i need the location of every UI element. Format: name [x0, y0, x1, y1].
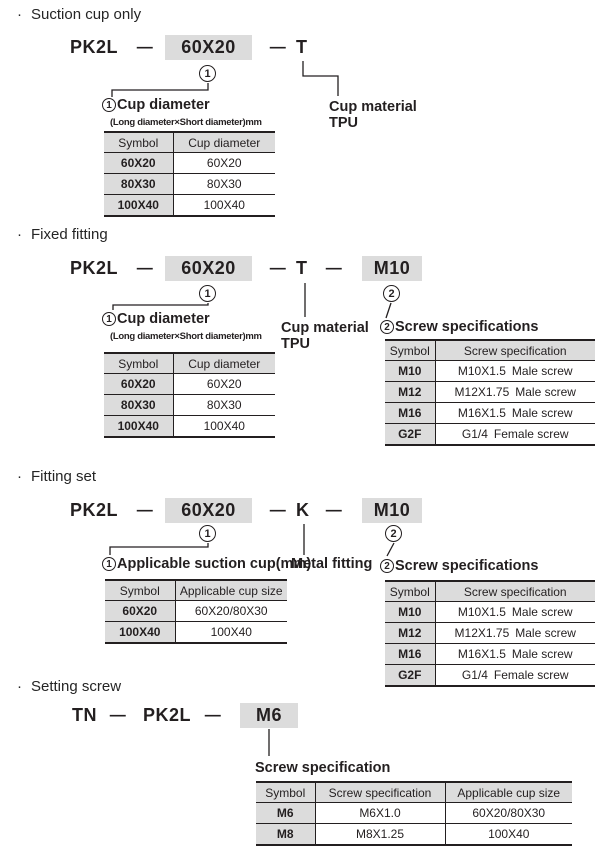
callout-title: Screw specifications — [395, 558, 539, 574]
code-dash: — — [204, 707, 222, 724]
cup-diameter-table — [104, 352, 275, 438]
table-symbol-cell: 60X20 — [104, 153, 173, 174]
table-row — [105, 601, 287, 622]
table-value-cell: 100X40 — [173, 195, 275, 217]
model-code-size-box: 60X20 — [165, 498, 252, 523]
screw-specs-callout — [380, 319, 538, 335]
table-value-cell: M10X1.5 Male screw — [435, 361, 595, 382]
marker-1-icon: 1 — [199, 65, 216, 82]
model-code-family: PK2L — [70, 258, 119, 278]
code-dash: — — [136, 502, 154, 519]
cup-material-label: Cup material — [281, 320, 369, 336]
section-heading — [17, 468, 96, 485]
table-symbol-cell: M10 — [385, 361, 435, 382]
section-heading — [17, 6, 141, 23]
code-dash: — — [325, 260, 343, 277]
table-value-cell: 100X40 — [173, 416, 275, 438]
table-symbol-cell: M8 — [256, 824, 315, 846]
table-header-row — [104, 353, 275, 374]
table-header-cell: Symbol — [385, 340, 435, 361]
model-code-screw-box: M10 — [362, 498, 422, 523]
model-code-prefix: TN — [72, 705, 97, 725]
marker-2-inline-icon: 2 — [380, 320, 394, 334]
table-symbol-cell: M6 — [256, 803, 315, 824]
table-symbol-cell: G2F — [385, 665, 435, 687]
table-row — [104, 174, 275, 195]
table-header-cell: Symbol — [104, 353, 173, 374]
section-heading-label: Setting screw — [31, 678, 122, 695]
table-row — [385, 403, 595, 424]
table-header-cell: Screw specification — [435, 581, 595, 602]
table-row — [104, 416, 275, 438]
applicable-cup-table — [105, 579, 287, 644]
table-row — [385, 665, 595, 687]
code-dash: — — [325, 502, 343, 519]
table-symbol-cell: 100X40 — [104, 416, 173, 438]
s3-screw-connector — [387, 543, 394, 556]
table-row — [104, 374, 275, 395]
table-value-cell: M16X1.5 Male screw — [435, 403, 595, 424]
table-value-cell: M6X1.0 — [315, 803, 445, 824]
screw-specs-callout — [380, 558, 538, 574]
table-value-cell: M8X1.25 — [315, 824, 445, 846]
section-heading-label: Fixed fitting — [31, 226, 108, 243]
s1-cup-connector — [112, 83, 208, 97]
s1-material-connector — [303, 61, 338, 96]
marker-1-inline-icon: 1 — [102, 98, 116, 112]
cup-diameter-callout — [102, 97, 210, 113]
table-value-cell: 80X30 — [173, 174, 275, 195]
marker-2-icon: 2 — [385, 525, 402, 542]
cup-diameter-subtitle: (Long diameter×Short diameter)mm — [110, 331, 262, 342]
s2-screw-connector — [386, 303, 391, 318]
table-symbol-cell: 60X20 — [105, 601, 175, 622]
table-row — [256, 824, 572, 846]
table-value-cell: G1/4 Female screw — [435, 424, 595, 446]
table-header-cell: Screw specification — [435, 340, 595, 361]
table-value-cell: G1/4 Female screw — [435, 665, 595, 687]
table-symbol-cell: 100X40 — [105, 622, 175, 644]
table-value-cell: M12X1.75 Male screw — [435, 382, 595, 403]
bullet-icon: · — [17, 678, 22, 695]
s2-cup-connector — [113, 303, 208, 310]
bullet-icon: · — [17, 6, 22, 23]
table-header-cell: Applicable cup size — [175, 580, 287, 601]
setting-screw-table — [256, 781, 572, 846]
table-row — [105, 622, 287, 644]
table-header-row — [105, 580, 287, 601]
cup-material-value: TPU — [281, 336, 310, 352]
screw-spec-table — [385, 580, 595, 687]
code-dash: — — [269, 39, 287, 56]
screw-spec-table — [385, 339, 595, 446]
cup-diameter-table — [104, 131, 275, 217]
table-header-cell: Cup diameter — [173, 132, 275, 153]
table-row — [385, 623, 595, 644]
cup-diameter-callout — [102, 311, 210, 327]
table-row — [256, 803, 572, 824]
table-value-cell: 100X40 — [175, 622, 287, 644]
table-header-cell: Screw specification — [315, 782, 445, 803]
code-dash: — — [109, 707, 127, 724]
bullet-icon: · — [17, 468, 22, 485]
model-code-fitting: K — [296, 500, 310, 520]
table-row — [385, 361, 595, 382]
code-dash: — — [136, 260, 154, 277]
table-symbol-cell: M16 — [385, 403, 435, 424]
table-header-cell: Symbol — [256, 782, 315, 803]
section-heading-label: Fitting set — [31, 468, 97, 485]
table-header-cell: Symbol — [104, 132, 173, 153]
code-dash: — — [269, 502, 287, 519]
code-dash: — — [269, 260, 287, 277]
callout-title: Applicable suction cup(mm) — [117, 556, 312, 572]
table-value-cell: 60X20 — [173, 374, 275, 395]
table-row — [385, 424, 595, 446]
cup-material-value: TPU — [329, 115, 358, 131]
model-code-material: T — [296, 258, 308, 278]
model-code-family: PK2L — [70, 37, 119, 57]
table-header-row — [104, 132, 275, 153]
model-code-family: PK2L — [70, 500, 119, 520]
table-value-cell: 80X30 — [173, 395, 275, 416]
table-symbol-cell: G2F — [385, 424, 435, 446]
table-symbol-cell: M16 — [385, 644, 435, 665]
table-symbol-cell: M12 — [385, 382, 435, 403]
model-code-size-box: 60X20 — [165, 35, 252, 60]
metal-fitting-label: Metal fitting — [291, 556, 373, 572]
marker-1-icon: 1 — [199, 525, 216, 542]
table-row — [104, 395, 275, 416]
model-code-family: PK2L — [143, 705, 192, 725]
code-dash: — — [136, 39, 154, 56]
table-row — [385, 644, 595, 665]
table-value-cell: 60X20 — [173, 153, 275, 174]
model-code-material: T — [296, 37, 308, 57]
screw-spec-callout: Screw specification — [255, 760, 391, 776]
table-row — [104, 153, 275, 174]
cup-diameter-subtitle: (Long diameter×Short diameter)mm — [110, 117, 262, 128]
marker-2-icon: 2 — [383, 285, 400, 302]
applicable-cup-callout — [102, 556, 311, 572]
table-header-cell: Symbol — [385, 581, 435, 602]
table-symbol-cell: 60X20 — [104, 374, 173, 395]
section-heading — [17, 678, 121, 695]
table-row — [104, 195, 275, 217]
table-header-cell: Applicable cup size — [445, 782, 572, 803]
table-value-cell: 60X20/80X30 — [445, 803, 572, 824]
section-heading-label: Suction cup only — [31, 6, 142, 23]
table-header-row — [256, 782, 572, 803]
callout-title: Cup diameter — [117, 97, 210, 113]
table-symbol-cell: M10 — [385, 602, 435, 623]
marker-2-inline-icon: 2 — [380, 559, 394, 573]
table-value-cell: M10X1.5 Male screw — [435, 602, 595, 623]
table-symbol-cell: 100X40 — [104, 195, 173, 217]
table-value-cell: 100X40 — [445, 824, 572, 846]
model-code-size-box: 60X20 — [165, 256, 252, 281]
marker-1-icon: 1 — [199, 285, 216, 302]
model-code-screw-box: M6 — [240, 703, 298, 728]
callout-title: Cup diameter — [117, 311, 210, 327]
table-value-cell: M16X1.5 Male screw — [435, 644, 595, 665]
marker-1-inline-icon: 1 — [102, 312, 116, 326]
table-symbol-cell: M12 — [385, 623, 435, 644]
cup-material-label: Cup material — [329, 99, 417, 115]
bullet-icon: · — [17, 226, 22, 243]
marker-1-inline-icon: 1 — [102, 557, 116, 571]
s3-cup-connector — [110, 543, 208, 555]
table-header-row — [385, 581, 595, 602]
table-header-cell: Symbol — [105, 580, 175, 601]
model-code-screw-box: M10 — [362, 256, 422, 281]
table-value-cell: 60X20/80X30 — [175, 601, 287, 622]
table-row — [385, 382, 595, 403]
table-header-cell: Cup diameter — [173, 353, 275, 374]
table-value-cell: M12X1.75 Male screw — [435, 623, 595, 644]
table-row — [385, 602, 595, 623]
callout-title: Screw specifications — [395, 319, 539, 335]
table-symbol-cell: 80X30 — [104, 395, 173, 416]
table-header-row — [385, 340, 595, 361]
section-heading — [17, 226, 108, 243]
table-symbol-cell: 80X30 — [104, 174, 173, 195]
